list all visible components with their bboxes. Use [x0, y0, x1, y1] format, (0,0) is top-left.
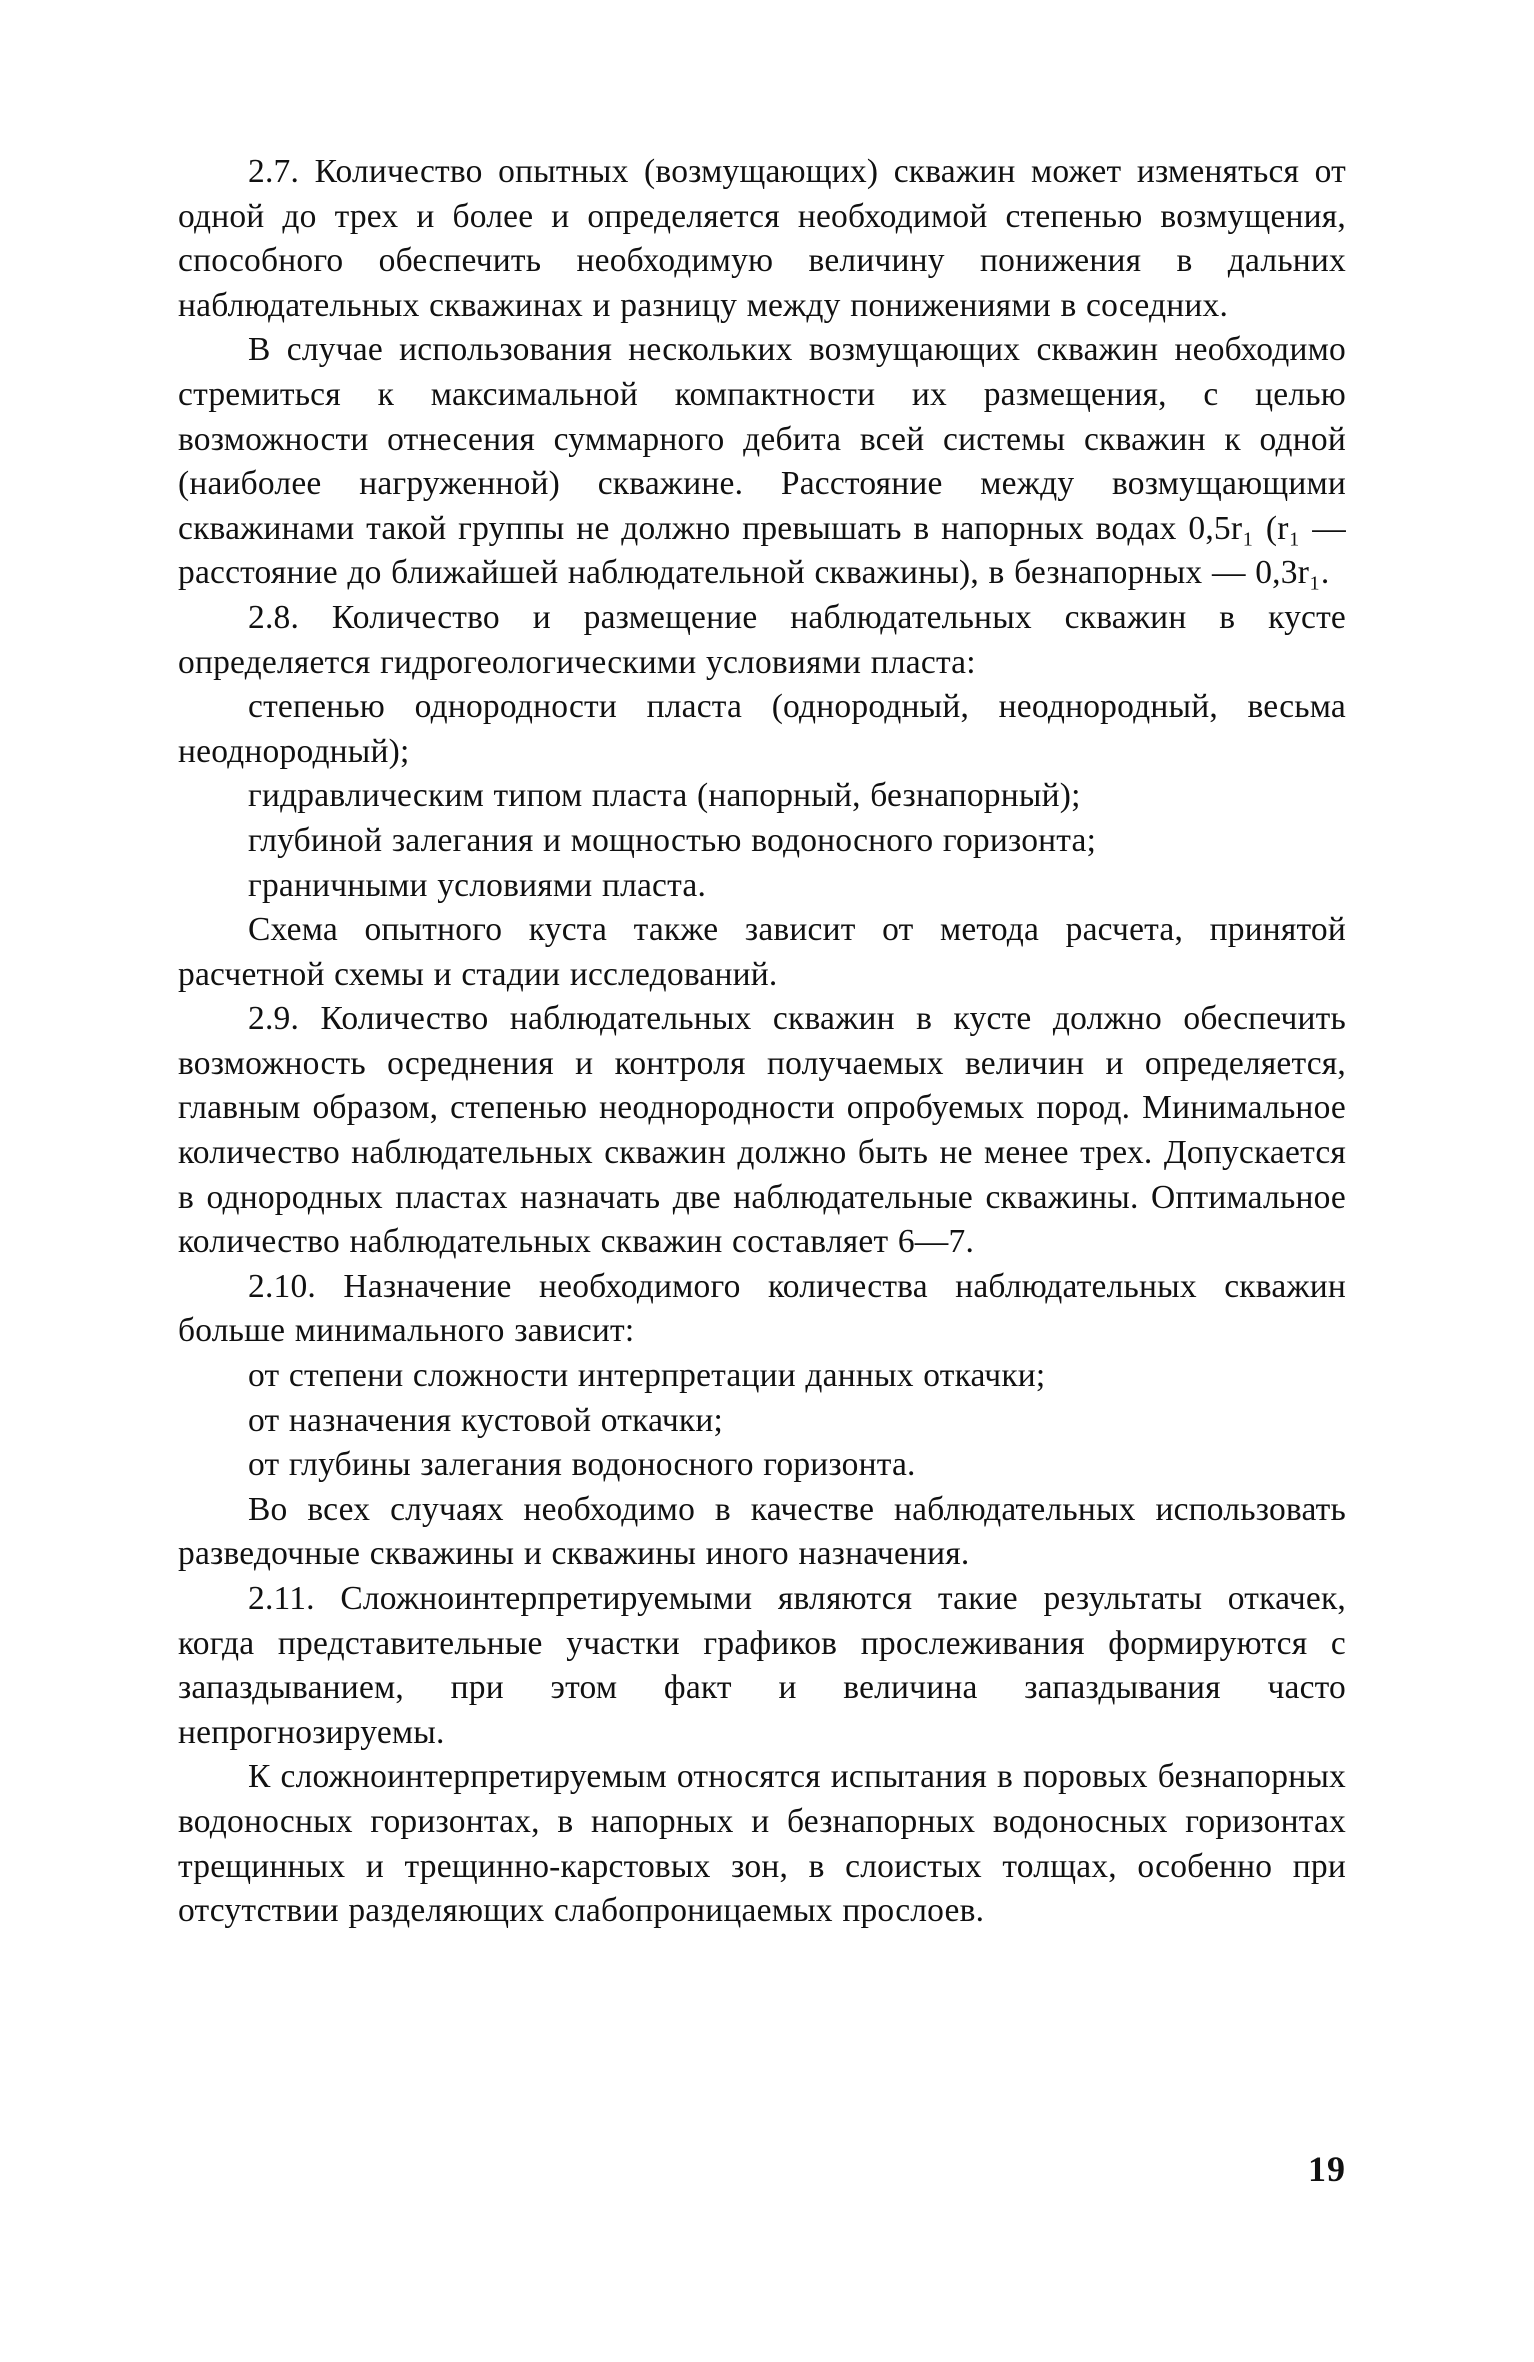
paragraph-all-cases: Во всех случаях необходимо в качестве наблюдательных использовать разведочные скважины и скважины иного назначения. [178, 1490, 1346, 1573]
list-item-boundary: граничными условиями пласта. [248, 866, 707, 904]
paragraph-2-7: 2.7. Количество опытных (возмущающих) скважин может изменяться от одной до трех и более и определяется необходимой степенью возмущения, способного обеспечить необходимую величину понижения в дальних наблюдательных скважинах и разницу между понижениями в соседних. [178, 153, 1346, 324]
paragraph-2-11: 2.11. Сложноинтерпретируемыми являются такие результаты откачек, когда представительные участки графиков прослеживания формируются с запаздыванием, при этом факт и величина запаздывания часто непрогнозируемы. [178, 1580, 1346, 1751]
paragraph-2-8: 2.8. Количество и размещение наблюдательных скважин в кусте определяется гидрогеологическими условиями пласта: [178, 598, 1346, 681]
list-item-complexity: от степени сложности интерпретации данных откачки; [248, 1357, 1046, 1395]
list-item-uniformity: степенью однородности пласта (однородный, неоднородный, весьма неоднородный); [178, 688, 1346, 770]
page-number: 19 [1308, 2149, 1346, 2189]
paragraph-2-7-continued: В случае использования нескольких возмущающих скважин необходимо стремиться к максимальной компактности их размещения, с целью возможности отнесения суммарного дебита всей системы скважин к одной (наиболее нагруженной) скважине. Расстояние между возмущающими скважинами такой группы не должно превышать в напорных водах 0,5r₁ (r₁ — расстояние до ближайшей наблюдательной скважины), в безнапорных — 0,3r₁. [178, 331, 1346, 592]
paragraph-complex-cases: К сложноинтерпретируемым относятся испытания в поровых безнапорных водоносных горизонтах, в напорных и безнапорных водоносных горизонтах трещинных и трещинно-карстовых зон, в слоистых толщах, особенно при отсутствии разделяющих слабопроницаемых прослоев. [178, 1758, 1346, 1930]
paragraph-scheme: Схема опытного куста также зависит от метода расчета, принятой расчетной схемы и стадии исследований. [178, 911, 1346, 993]
list-item-depth: глубиной залегания и мощностью водоносного горизонта; [248, 821, 1097, 859]
list-item-hydraulic-type: гидравлическим типом пласта (напорный, безнапорный); [248, 777, 1081, 815]
document-page [178, 150, 1346, 2240]
paragraph-2-9: 2.9. Количество наблюдательных скважин в кусте должно обеспечить возможность осреднения и контроля получаемых величин и определяется, главным образом, степенью неоднородности опробуемых пород. Минимальное количество наблюдательных скважин должно быть не менее трех. Допускается в однородных пластах назначать две наблюдательные скважины. Оптимальное количество наблюдательных скважин составляет 6—7. [178, 1000, 1346, 1261]
list-item-purpose: от назначения кустовой откачки; [248, 1401, 723, 1439]
list-item-aquifer-depth: от глубины залегания водоносного горизонта. [248, 1446, 916, 1484]
paragraph-2-10: 2.10. Назначение необходимого количества наблюдательных скважин больше минимального зависит: [178, 1267, 1346, 1350]
